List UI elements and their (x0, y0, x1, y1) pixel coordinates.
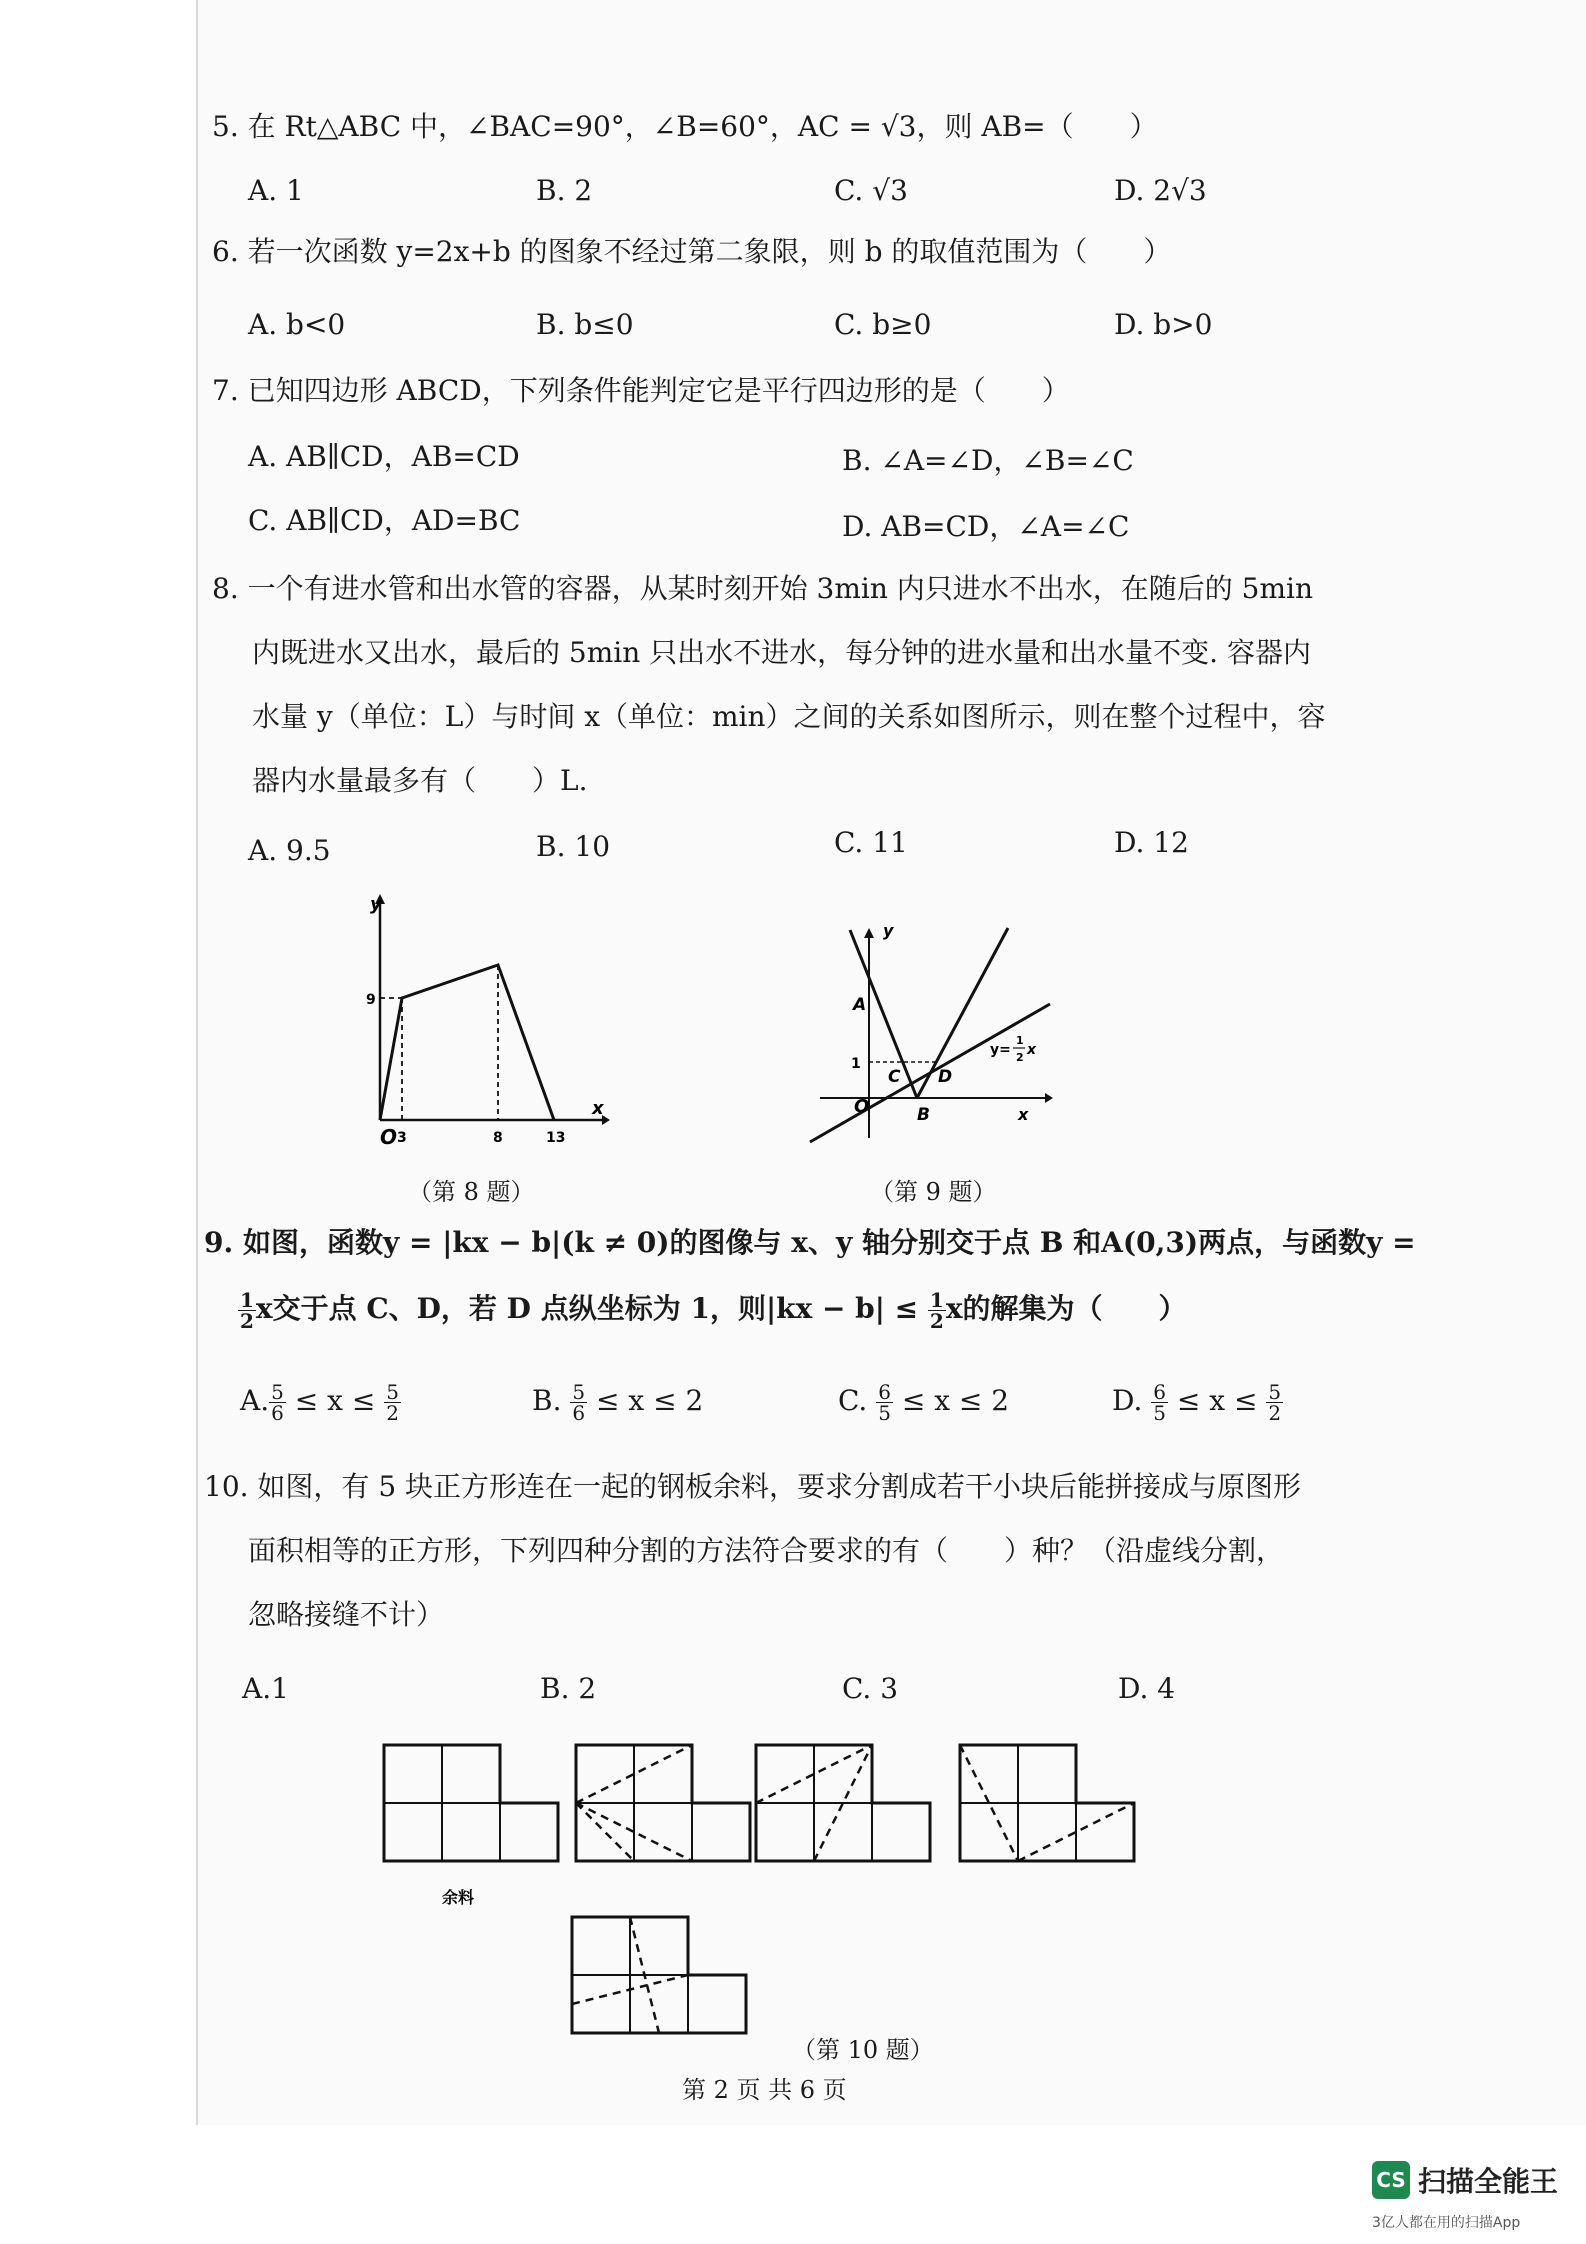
q8-option-c: C. 11 (834, 826, 908, 859)
fig9-x-label: x (1018, 1105, 1029, 1124)
fig9-y-arrow-icon (864, 928, 874, 938)
q5-option-b: B. 2 (536, 174, 593, 207)
fig9-point-c: C (888, 1067, 901, 1087)
q10-stem-line3: 忽略接缝不计） (248, 1598, 445, 1631)
q6-stem: 6. 若一次函数 y=2x+b 的图象不经过第二象限，则 b 的取值范围为（ ） (212, 235, 1172, 268)
fig8-water-curve (380, 965, 554, 1120)
q10-option-b: B. 2 (540, 1672, 597, 1705)
q10-option-a: A.1 (242, 1672, 289, 1705)
q9-stem-line2-b: x的解集为（ ） (945, 1292, 1187, 1325)
q8-option-b: B. 10 (536, 830, 611, 863)
fig9-y-tick-1: 1 (851, 1056, 861, 1072)
q7-option-b: B. ∠A=∠D，∠B=∠C (842, 444, 1134, 477)
fig9-origin-label: O (854, 1096, 870, 1117)
q7-stem: 7. 已知四边形 ABCD，下列条件能判定它是平行四边形的是（ ） (212, 374, 1070, 407)
figure-8-graph (340, 890, 610, 1150)
brand-name: 扫描全能王 (1418, 2165, 1559, 2198)
page-footer: 第 2 页 共 6 页 (682, 2076, 847, 2104)
fig9-point-d: D (938, 1067, 953, 1087)
fig9-x-arrow-icon (1045, 1093, 1053, 1103)
fig10-method-2 (756, 1745, 930, 1861)
fig8-caption: （第 8 题） (408, 1178, 535, 1206)
fig9-line-label: y= (990, 1042, 1011, 1058)
q5-option-c: C. √3 (834, 174, 908, 207)
fig8-y-tick-9: 9 (366, 992, 376, 1008)
fig10-caption: （第 10 题） (792, 2036, 934, 2064)
q10-option-d: D. 4 (1118, 1672, 1176, 1705)
q10-option-c: C. 3 (842, 1672, 899, 1705)
q5-option-a: A. 1 (248, 174, 304, 207)
q9-stem-line1: 9. 如图，函数y = |kx − b|(k ≠ 0)的图像与 x、y 轴分别交于点 B 和A(0,3)两点，与函数y = (204, 1226, 1416, 1259)
fig8-x-tick-3: 3 (397, 1130, 407, 1146)
q8-stem-line3: 水量 y（单位：L）与时间 x（单位：min）之间的关系如图所示，则在整个过程中，容 (252, 700, 1326, 733)
fig9-y-label: y (883, 921, 894, 940)
fig9-half-line (810, 1004, 1050, 1142)
q9-option-d: D. $\frac{6}{5}$ ≤ x ≤ $\frac{5}{2}$ (1112, 1380, 1282, 1425)
q8-option-d: D. 12 (1114, 826, 1189, 859)
q8-option-a: A. 9.5 (248, 834, 331, 867)
fig8-x-tick-13: 13 (546, 1130, 566, 1146)
scanner-brand (1372, 2160, 1558, 2200)
q7-option-d: D. AB=CD，∠A=∠C (842, 510, 1130, 543)
q6-option-a: A. b<0 (248, 308, 346, 341)
q8-stem-line4: 器内水量最多有（ ）L. (252, 764, 588, 797)
q9-option-a: A. $\frac{5}{6}$ ≤ x ≤ $\frac{5}{2}$ (240, 1380, 399, 1425)
fig10-method-1 (576, 1745, 750, 1861)
q5-option-d: D. 2√3 (1114, 174, 1207, 207)
q10-stem-line2: 面积相等的正方形，下列四种分割的方法符合要求的有（ ）种？（沿虚线分割， (248, 1534, 1285, 1567)
q5-stem: 5. 在 Rt△ABC 中，∠BAC=90°，∠B=60°，AC = √3，则 AB=（ ） (212, 110, 1158, 143)
q9-option-b: B. $\frac{5}{6}$ ≤ x ≤ 2 (532, 1380, 704, 1425)
fig10-scrap-label: 余料 (442, 1888, 475, 1907)
fig9-line-label-den: 2 (1016, 1051, 1024, 1064)
brand-slogan: 3亿人都在用的扫描App (1372, 2215, 1521, 2231)
q8-stem-line2: 内既进水又出水，最后的 5min 只出水不进水，每分钟的进水量和出水量不变. 容器内 (252, 636, 1311, 669)
fig8-x-tick-8: 8 (493, 1130, 503, 1146)
fig9-caption: （第 9 题） (870, 1178, 997, 1206)
fig8-y-label: y (370, 894, 382, 915)
q9-stem-line2 (238, 1290, 1187, 1331)
fig9-line-label-num: 1 (1016, 1034, 1024, 1047)
q9-stem-line2-a: x交于点 C、D，若 D 点纵坐标为 1，则|kx − b| ≤ (255, 1292, 919, 1325)
q9-fraction-half: $\frac{1}{2}$ (240, 1288, 254, 1333)
q7-option-a: A. AB∥CD，AB=CD (248, 440, 520, 473)
fig9-line-label-var: x (1027, 1042, 1037, 1058)
q9-fraction-half-2: $\frac{1}{2}$ (929, 1288, 944, 1333)
fig8-x-label: x (592, 1098, 604, 1119)
fig10-method-4 (572, 1917, 746, 2033)
fig10-method-3 (960, 1745, 1134, 1861)
q9-option-c: C. $\frac{6}{5}$ ≤ x ≤ 2 (838, 1380, 1010, 1425)
fig9-point-a: A (853, 995, 867, 1015)
figure-9-graph (790, 920, 1080, 1150)
q6-option-c: C. b≥0 (834, 308, 932, 341)
q6-option-b: B. b≤0 (536, 308, 634, 341)
figure-10-shapes (370, 1735, 1150, 2045)
page-margin-line (196, 0, 198, 2125)
q6-option-d: D. b>0 (1114, 308, 1213, 341)
q10-stem-line1: 10. 如图，有 5 块正方形连在一起的钢板余料，要求分割成若干小块后能拼接成与原图形 (204, 1470, 1302, 1503)
fig8-origin-label: O (380, 1125, 398, 1149)
q7-option-c: C. AB∥CD，AD=BC (248, 504, 521, 537)
fig9-point-b: B (917, 1105, 930, 1125)
fig10-scrap-shape (384, 1745, 558, 1861)
q8-stem-line1: 8. 一个有进水管和出水管的容器，从某时刻开始 3min 内只进水不出水，在随后的 5min (212, 572, 1314, 605)
cs-logo-icon: CS (1372, 2161, 1410, 2199)
